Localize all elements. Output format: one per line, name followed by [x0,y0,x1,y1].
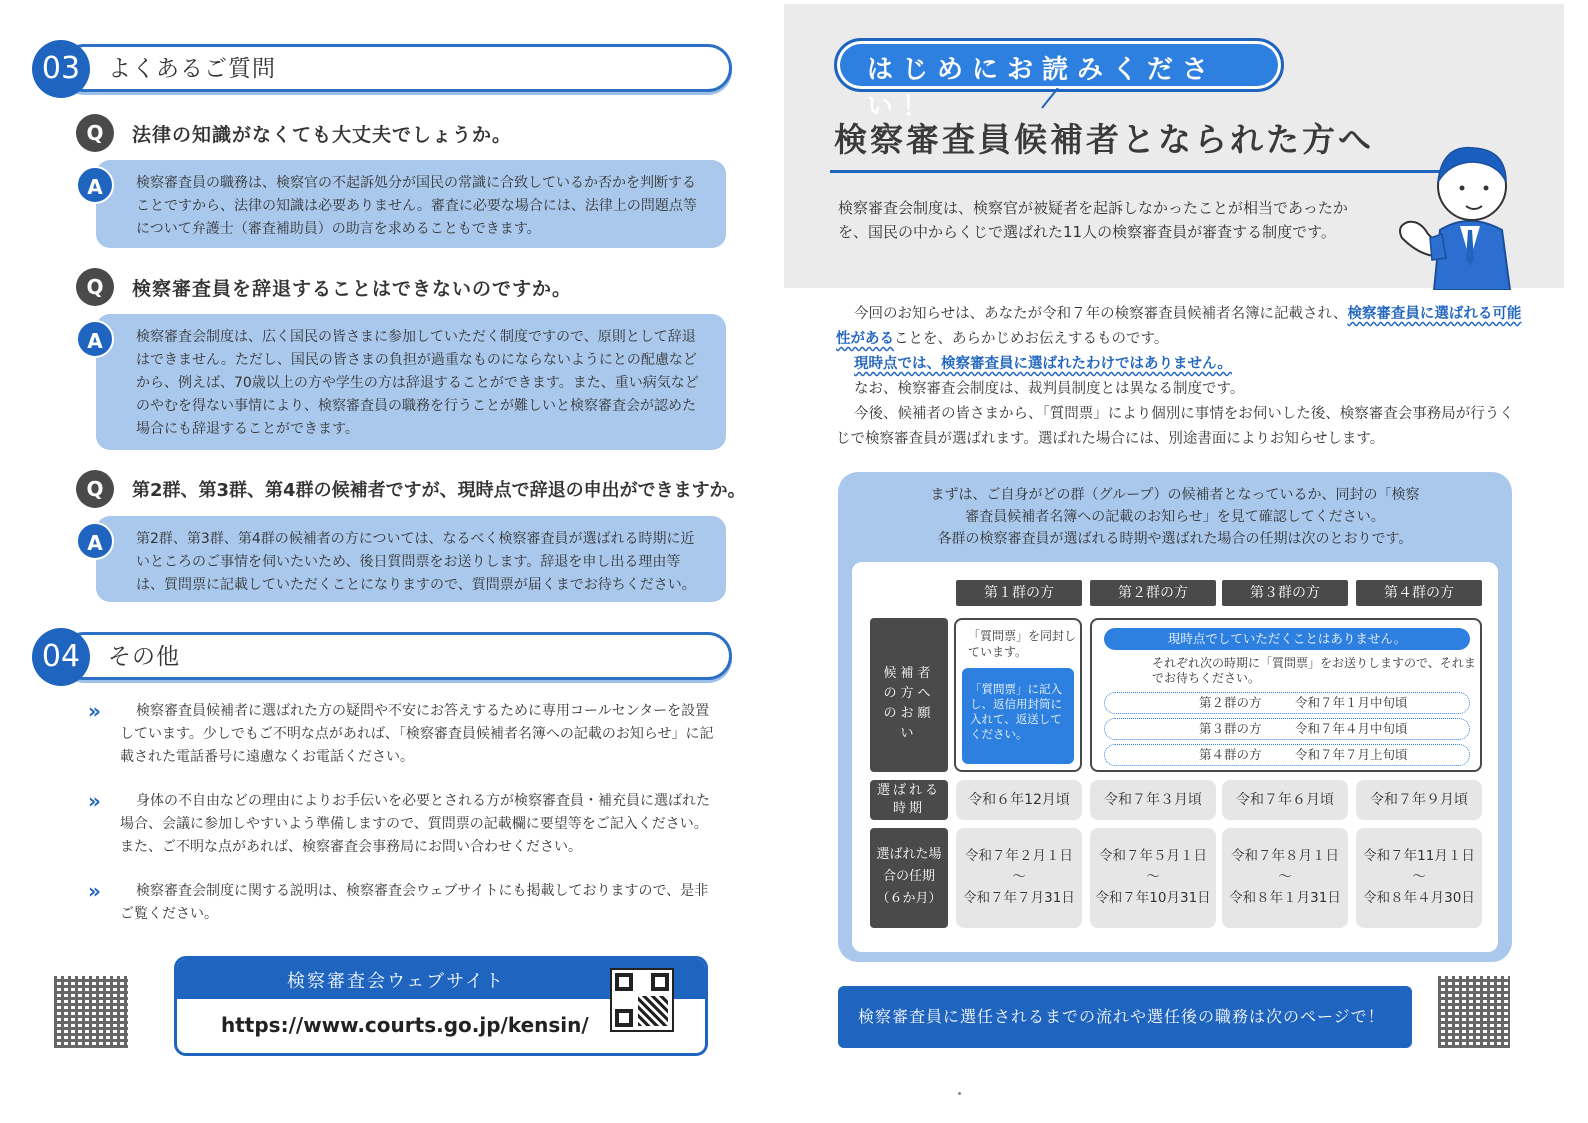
table-intro: まずは、ご自身がどの群（グループ）の候補者となっているか、同封の「検察 審査員候補者名簿への記載のお知らせ」を見て確認してください。 各群の検察審査員が選ばれる時期や選ばれた場合の任期は次のとおりです。 [930,487,1420,547]
column-header-group-4: 第４群の方 [1356,580,1482,606]
notice-paragraph-2 [836,352,1526,377]
intro-text: 検察審査会制度は、検察官が被疑者を起訴しなかったことが相当であったかを、国民の中からくじで選ばれた11人の検察審査員が審査する制度です。 [838,199,1348,241]
other-groups-request [1090,618,1482,772]
section-04-header [32,628,732,684]
term-cell: 令和７年２月１日 〜 令和７年７月31日 [956,828,1082,928]
a-badge: A [76,320,114,358]
notice-paragraph-3: なお、検察審査会制度は、裁判員制度とは異なる制度です。 [854,381,1245,397]
other-item-3 [88,880,718,926]
group-1-note: 「質問票」を同封しています。 [968,629,1077,659]
schedule-row: 第２群の方 令和７年１月中旬頃 [1104,692,1470,714]
question-text: 法律の知識がなくても大丈夫でしょうか。 [132,124,513,146]
other-item-2 [88,790,718,859]
notice-paragraph-1: 今回のお知らせは、あなたが令和７年の検察審査員候補者名簿に記載され、検察審査員に選ばれる可能性があることを、あらかじめお伝えするものです。 [836,306,1522,347]
group-1-action: 「質問票」に記入し、返信用封筒に入れて、返送してください。 [962,668,1074,764]
term-cell: 令和７年５月１日 〜 令和７年10月31日 [1090,828,1216,928]
schedule-row: 第３群の方 令和７年４月中旬頃 [1104,718,1470,740]
corner-qr-code-icon [54,976,128,1048]
title-underline [830,170,1450,173]
term-cell: 令和７年11月１日 〜 令和８年４月30日 [1356,828,1482,928]
selection-time-cell: 令和６年12月頃 [956,780,1082,820]
chevron-right-icon: » [88,879,97,903]
term-cell: 令和７年８月１日 〜 令和８年１月31日 [1222,828,1348,928]
section-title: よくあるご質問 [108,56,276,82]
other-text: 検察審査員候補者に選ばれた方の疑問や不安にお答えするために専用コールセンターを設置しています。少しでもご不明な点があれば、「検察審査員候補者名簿への記載のお知らせ」に記載された電話番号に遠慮なくお電話ください。 [120,703,714,765]
businessman-illustration-icon [1394,130,1544,290]
banner-pointer-icon [1036,88,1066,110]
section-number: 04 [32,628,90,686]
selection-time-cell: 令和７年６月頃 [1222,780,1348,820]
row-header-selection-time: 選ばれる時期 [870,780,948,820]
question-text: 第2群、第3群、第4群の候補者ですが、現時点で辞退の申出ができますか。 [132,480,746,501]
answer-1: 検察審査員の職務は、検察官の不起訴処分が国民の常識に合致しているか否かを判断することですから、法律の知識は必要ありません。審査に必要な場合には、法律上の問題点等について弁護士（審査補助員）の助言を求めることもできます。 [96,160,726,248]
q-badge: Q [76,114,114,152]
website-url[interactable]: https://www.courts.go.jp/kensin/ [221,1013,589,1037]
selection-time-cell: 令和７年３月頃 [1090,780,1216,820]
other-text: 検察審査会制度に関する説明は、検察審査会ウェブサイトにも掲載しておりますので、是非ご覧ください。 [120,883,709,922]
website-label: 検察審査会ウェブサイト [287,971,506,992]
question-text: 検察審査員を辞退することはできないのですか。 [132,278,573,300]
selection-time-cell: 令和７年９月頃 [1356,780,1482,820]
page-dot [958,1092,961,1095]
q-badge: Q [76,268,114,306]
group-1-request [954,618,1082,772]
row-header-request: 候補者の方へのお願い [870,618,948,772]
q-badge: Q [76,470,114,508]
column-header-group-1: 第１群の方 [956,580,1082,606]
next-page-banner[interactable]: 検察審査員に選任されるまでの流れや選任後の職務は次のページで！ [838,986,1412,1048]
answer-2: 検察審査会制度は、広く国民の皆さまに参加していただく制度ですので、原則として辞退はできません。ただし、国民の皆さまの負担が過重なものにならないようにとの配慮などから、例えば、70歳以上の方や学生の方は辞退することができます。また、重い病気などのやむを得ない事情により、検察審査員の職務を行うことが難しいと検察審査会が認めた場合にも辞退することができます。 [96,314,726,450]
a-badge: A [76,522,114,560]
section-title: その他 [108,644,180,670]
highlight-possibility: 検察審査員に選ばれる可能性がある [836,306,1522,347]
other-item-1 [88,700,718,769]
column-header-group-2: 第２群の方 [1090,580,1216,606]
notice-text [836,302,1526,452]
section-03-header [32,40,732,96]
answer-3: 第2群、第3群、第4群の候補者の方については、なるべく検察審査員が選ばれる時期に近いところのご事情を伺いたいため、後日質問票をお送りします。辞退を申し出る理由等は、質問票に記載していただくことになりますので、質問票が届くまでお待ちください。 [96,516,726,602]
read-first-banner [834,38,1284,122]
page-title: 検察審査員候補者となられた方へ [834,120,1374,159]
schedule-row: 第４群の方 令和７年７月上旬頃 [1104,744,1470,766]
website-qr-code-icon [610,968,674,1032]
read-first-text: はじめにお読みください！ [867,55,1218,122]
a-badge: A [76,166,114,204]
notice-paragraph-4: 今後、候補者の皆さまから、「質問票」により個別に事情をお伺いした後、検察審査会事務局が行うくじで検察審査員が選ばれます。選ばれた場合には、別途書面によりお知らせします。 [836,406,1514,447]
column-header-group-3: 第３群の方 [1222,580,1348,606]
chevron-right-icon: » [88,699,97,723]
chevron-right-icon: » [88,789,97,813]
other-groups-note: それぞれ次の時期に「質問票」をお送りしますので、それまでお待ちください。 [1152,656,1476,685]
corner-qr-code-icon [1438,976,1510,1048]
row-header-term: 選ばれた場合の任期（６か月） [870,828,948,928]
highlight-not-selected: 現時点では、検察審査員に選ばれたわけではありません。 [854,356,1232,372]
other-text: 身体の不自由などの理由によりお手伝いを必要とされる方が検察審査員・補充員に選ばれた場合、会議に参加しやすいよう準備しますので、質問票の記載欄に要望等をご記入ください。また、ご不明な点があれば、検察審査会事務局にお問い合わせください。 [120,793,710,855]
section-number: 03 [32,40,90,98]
no-action-banner: 現時点でしていただくことはありません。 [1104,628,1470,650]
